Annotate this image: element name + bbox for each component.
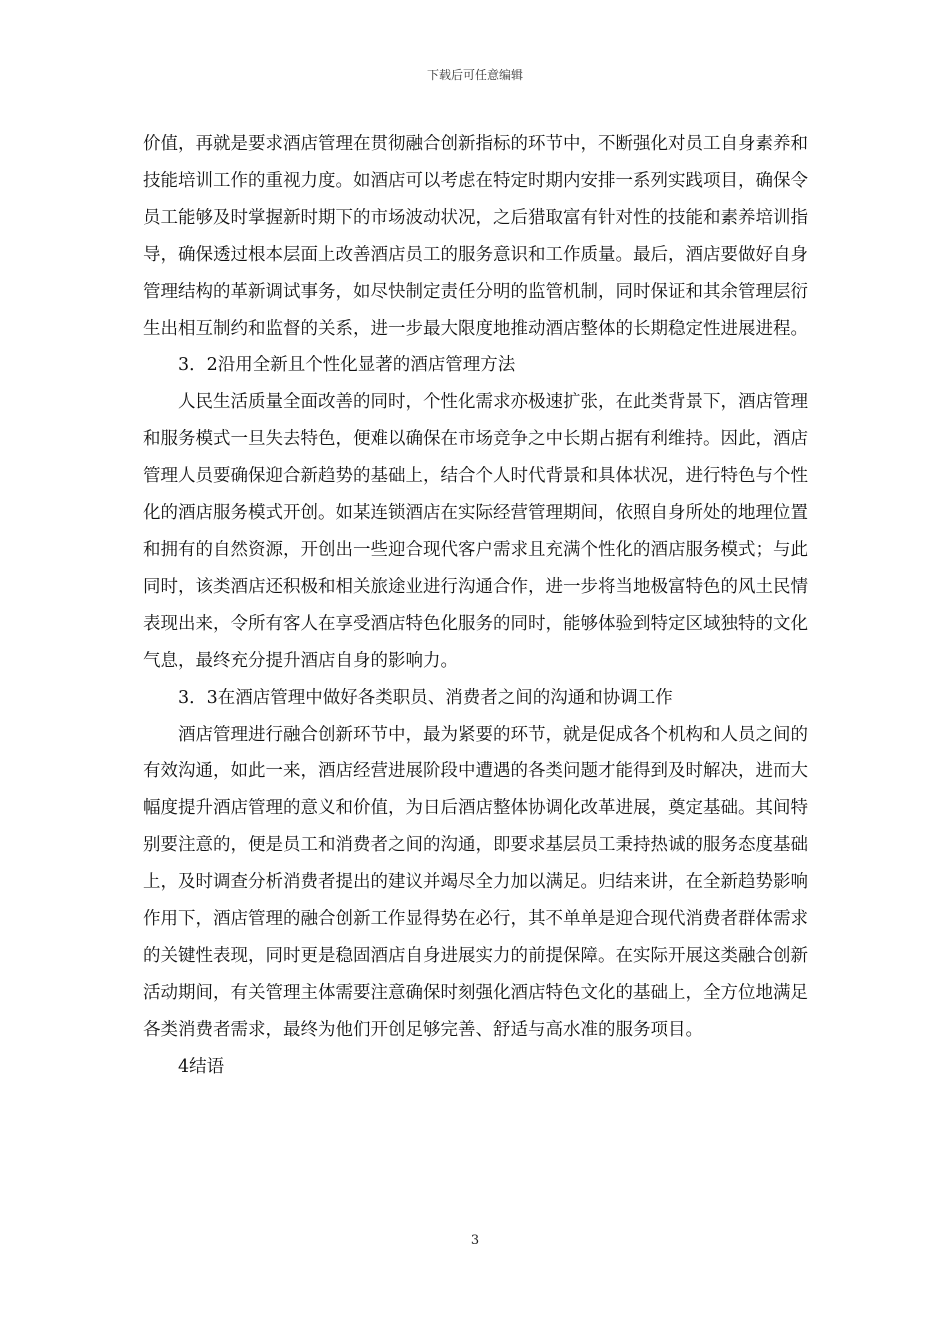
paragraph-3-3: 酒店管理进行融合创新环节中，最为紧要的环节，就是促成各个机构和人员之间的有效沟通，如此一来，酒店经营进展阶段中遭遇的各类问题才能得到及时解决，进而大幅度提升酒店管理的意义和价值，为日后酒店整体协调化改革进展，奠定基础。其间特别要注意的，便是员工和消费者之间的沟通，即要求基层员工秉持热诚的服务态度基础上，及时调查分析消费者提出的建议并竭尽全力加以满足。归结来讲，在全新趋势影响作用下，酒店管理的融合创新工作显得势在必行，其不单单是迎合现代消费者群体需求的关键性表现，同时更是稳固酒店自身进展实力的前提保障。在实际开展这类融合创新活动期间，有关管理主体需要注意确保时刻强化酒店特色文化的基础上，全方位地满足各类消费者需求，最终为他们开创足够完善、舒适与高水准的服务项目。 xyxy=(143,724,808,1040)
page-header: 下载后可任意编辑 xyxy=(426,68,523,82)
page-number: 3 xyxy=(470,1233,480,1248)
document-body xyxy=(143,126,808,1086)
section-heading-3-3: 3．3在酒店管理中做好各类职员、消费者之间的沟通和协调工作 xyxy=(178,687,673,708)
section-heading-3-2: 3．2沿用全新且个性化显著的酒店管理方法 xyxy=(178,355,516,376)
paragraph-3-2: 人民生活质量全面改善的同时，个性化需求亦极速扩张，在此类背景下，酒店管理和服务模式一旦失去特色，便难以确保在市场竞争之中长期占据有利维持。因此，酒店管理人员要确保迎合新趋势的基础上，结合个人时代背景和具体状况，进行特色与个性化的酒店服务模式开创。如某连锁酒店在实际经营管理期间，依照自身所处的地理位置和拥有的自然资源，开创出一些迎合现代客户需求且充满个性化的酒店服务模式；与此同时，该类酒店还积极和相关旅途业进行沟通合作，进一步将当地极富特色的风土民情表现出来，令所有客人在享受酒店特色化服务的同时，能够体验到特定区域独特的文化气息，最终充分提升酒店自身的影响力。 xyxy=(143,392,808,671)
paragraph-continued: 价值，再就是要求酒店管理在贯彻融合创新指标的环节中，不断强化对员工自身素养和技能培训工作的重视力度。如酒店可以考虑在特定时期内安排一系列实践项目，确保令员工能够及时掌握新时期下的市场波动状况，之后猎取富有针对性的技能和素养培训指导，确保透过根本层面上改善酒店员工的服务意识和工作质量。最后，酒店要做好自身管理结构的革新调试事务，如尽快制定责任分明的监管机制，同时保证和其余管理层衍生出相互制约和监督的关系，进一步最大限度地推动酒店整体的长期稳定性进展进程。 xyxy=(143,134,808,339)
section-heading-4: 4结语 xyxy=(178,1056,225,1077)
